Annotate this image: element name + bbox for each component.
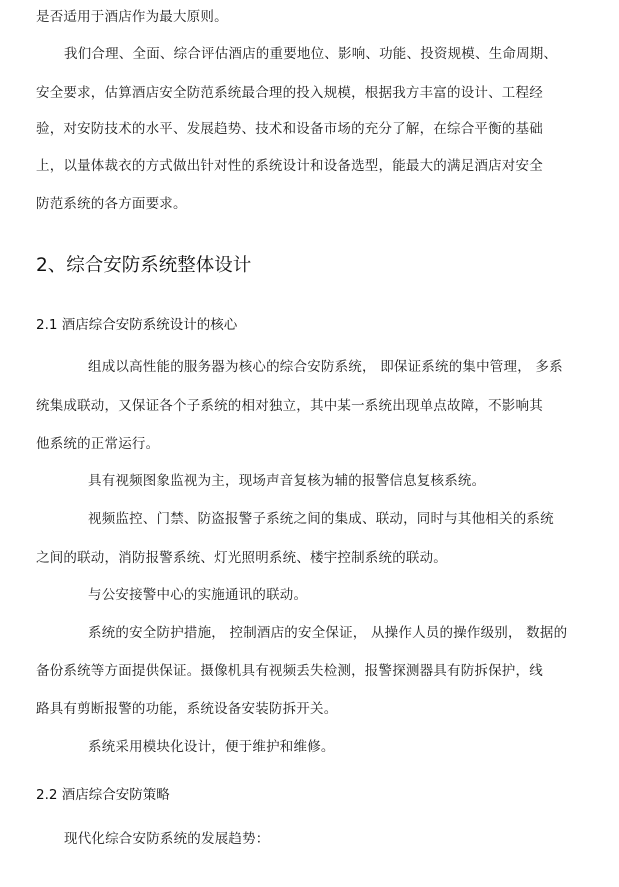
paragraph-line: 之间的联动，消防报警系统、灯光照明系统、楼宇控制系统的联动。 — [36, 550, 447, 566]
paragraph-line: 现代化综合安防系统的发展趋势： — [64, 831, 270, 847]
paragraph-line: 与公安接警中心的实施通讯的联动。 — [88, 587, 308, 603]
subsection-heading: 2.2 酒店综合安防策略 — [36, 787, 170, 803]
section-heading: 2、综合安防系统整体设计 — [36, 255, 252, 276]
paragraph-line: 系统采用模块化设计，便于维护和维修。 — [88, 739, 335, 755]
paragraph-line: 验，对安防技术的水平、发展趋势、技术和设备市场的充分了解，在综合平衡的基础 — [36, 121, 543, 137]
paragraph-line: 路具有剪断报警的功能，系统设备安装防拆开关。 — [36, 701, 338, 717]
paragraph-line: 他系统的正常运行。 — [36, 436, 160, 452]
paragraph-line: 我们合理、全面、综合评估酒店的重要地位、影响、功能、投资规模、生命周期、 — [64, 46, 558, 62]
paragraph-line: 具有视频图象监视为主，现场声音复核为辅的报警信息复核系统。 — [88, 473, 486, 489]
paragraph-line: 上，以量体裁衣的方式做出针对性的系统设计和设备选型，能最大的满足酒店对安全 — [36, 158, 543, 174]
paragraph-line: 备份系统等方面提供保证。摄像机具有视频丢失检测，报警探测器具有防拆保护，线 — [36, 663, 543, 679]
paragraph-line: 是否适用于酒店作为最大原则。 — [36, 9, 228, 25]
paragraph-line: 系统的安全防护措施， 控制酒店的安全保证， 从操作人员的操作级别， 数据的 — [88, 625, 568, 641]
paragraph-line: 统集成联动，又保证各个子系统的相对独立，其中某一系统出现单点故障，不影响其 — [36, 398, 543, 414]
subsection-heading: 2.1 酒店综合安防系统设计的核心 — [36, 317, 238, 333]
paragraph-line: 防范系统的各方面要求。 — [36, 196, 187, 212]
paragraph-line: 组成以高性能的服务器为核心的综合安防系统， 即保证系统的集中管理， 多系 — [88, 359, 563, 375]
paragraph-line: 视频监控、门禁、防盗报警子系统之间的集成、联动，同时与其他相关的系统 — [88, 511, 554, 527]
paragraph-line: 安全要求，估算酒店安全防范系统最合理的投入规模，根据我方丰富的设计、工程经 — [36, 85, 543, 101]
